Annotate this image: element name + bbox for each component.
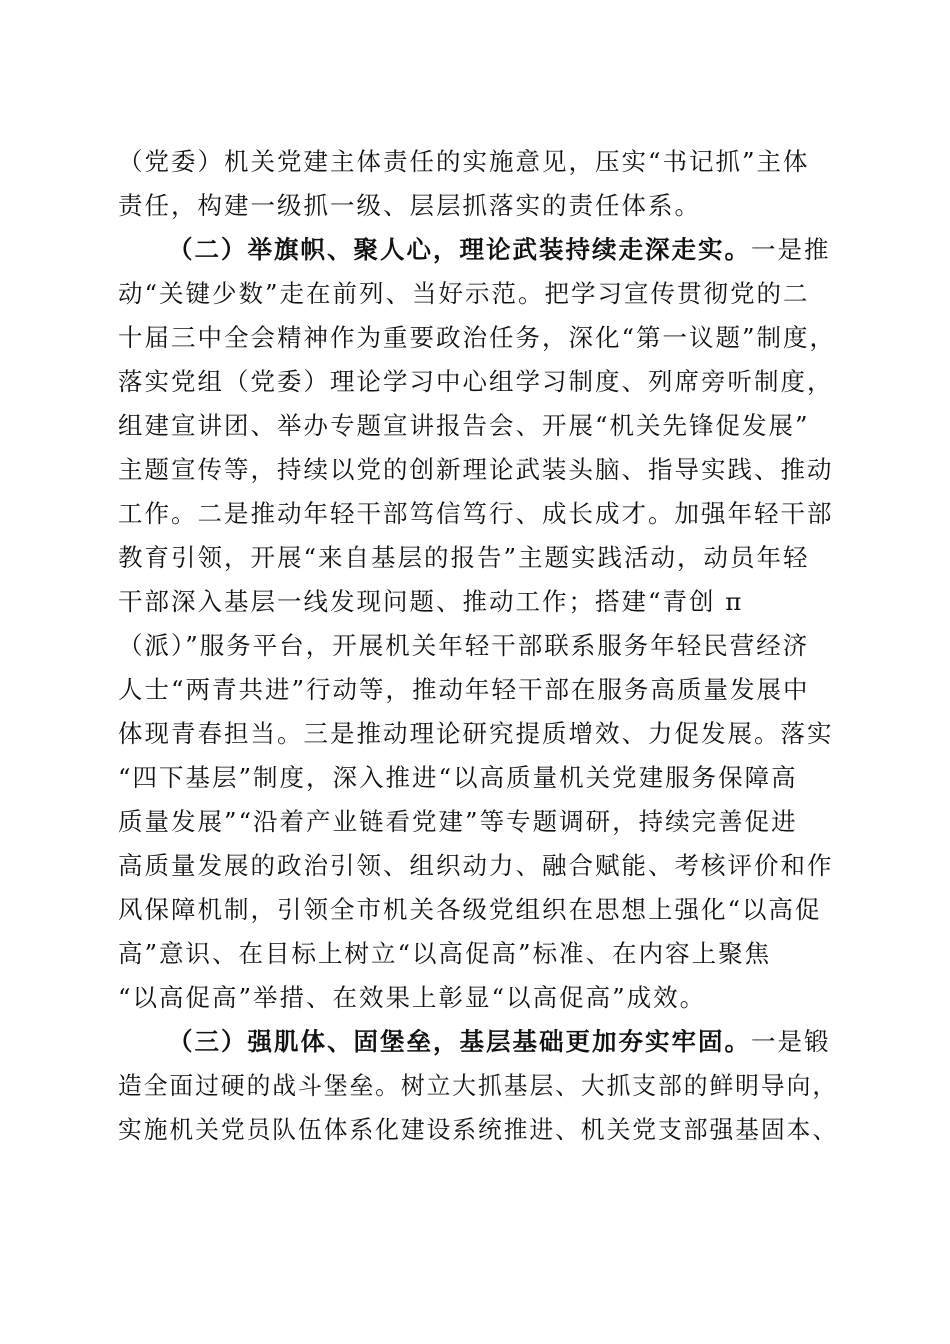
text-line: [118, 228, 838, 272]
line-text: “四下基层”制度，深入推进“以高质量机关党建服务保障高: [118, 763, 798, 792]
text-line: [118, 360, 838, 404]
line-text: 体现青春担当。三是推动理论研究提质增效、力促发展。落实: [118, 719, 834, 748]
line-text: 工作。二是推动年轻干部笃信笃行、成长成才。加强年轻干部: [118, 499, 834, 528]
text-line: [118, 140, 838, 184]
text-line: [118, 1064, 839, 1108]
line-text: 十届三中全会精神作为重要政治任务，深化“第一议题”制度，: [118, 323, 837, 352]
text-line: [118, 800, 838, 844]
line-text: 责任，构建一级抓一级、层层抓落实的责任体系。: [118, 191, 701, 220]
text-line: [118, 624, 838, 668]
line-text: 教育引领，开展“来自基层的报告”主题实践活动，动员年轻: [118, 543, 810, 572]
document-body: [118, 140, 838, 1152]
line-text: 落实党组（党委）理论学习中心组学习制度、列席旁听制度，: [118, 367, 834, 396]
paragraph-continuation: [118, 140, 838, 228]
line-text: “以高促高”举措、在效果上彰显“以高促高”成效。: [118, 983, 707, 1012]
text-line: [118, 844, 838, 888]
line-text: （党委）机关党建主体责任的实施意见，压实“书记抓”主体: [118, 147, 810, 176]
text-line: [118, 712, 838, 756]
line-text: 实施机关党员队伍体系化建设系统推进、机关党支部强基固本、: [118, 1115, 839, 1144]
text-line: [118, 1020, 838, 1064]
line-text: （派）”服务平台，开展机关年轻干部联系服务年轻民营经济: [118, 631, 810, 660]
text-line: [118, 580, 838, 624]
section-heading: （二）举旗帜、聚人心，理论武装持续走深走实。: [168, 235, 751, 264]
line-text: 组建宣讲团、举办专题宣讲报告会、开展“机关先锋促发展”: [118, 411, 810, 440]
line-text: 质量发展”“沿着产业链看党建”等专题调研，持续完善促进: [118, 807, 798, 836]
line-text: 一是锻: [751, 1027, 831, 1056]
line-text: 人士“两青共进”行动等，推动年轻干部在服务高质量发展中: [118, 675, 810, 704]
section-heading: （三）强肌体、固堡垒，基层基础更加夯实牢固。: [168, 1027, 751, 1056]
line-text: 一是推: [751, 235, 831, 264]
line-text: 高质量发展的政治引领、组织动力、融合赋能、考核评价和作: [118, 851, 834, 880]
line-text: 干部深入基层一线发现问题、推动工作；搭建“青创 π: [118, 587, 744, 616]
text-line: [118, 448, 838, 492]
text-line: [118, 976, 838, 1020]
line-text: 造全面过硬的战斗堡垒。树立大抓基层、大抓支部的鲜明导向，: [118, 1071, 839, 1100]
text-line: [118, 404, 838, 448]
text-line: [118, 184, 838, 228]
line-text: 高”意识、在目标上树立“以高促高”标准、在内容上聚焦: [118, 939, 772, 968]
text-line: [118, 536, 838, 580]
line-text: 动“关键少数”走在前列、当好示范。把学习宣传贯彻党的二: [118, 279, 810, 308]
text-line: [118, 492, 838, 536]
line-text: 主题宣传等，持续以党的创新理论武装头脑、指导实践、推动: [118, 455, 834, 484]
line-text: 风保障机制，引领全市机关各级党组织在思想上强化“以高促: [118, 895, 822, 924]
paragraph-section-two: [118, 228, 838, 1020]
text-line: [118, 668, 838, 712]
text-line: [118, 932, 838, 976]
text-line: [118, 272, 838, 316]
text-line: [118, 1108, 839, 1152]
text-line: [118, 756, 838, 800]
text-line: [118, 888, 838, 932]
text-line: [118, 316, 838, 360]
paragraph-section-three: [118, 1020, 838, 1152]
